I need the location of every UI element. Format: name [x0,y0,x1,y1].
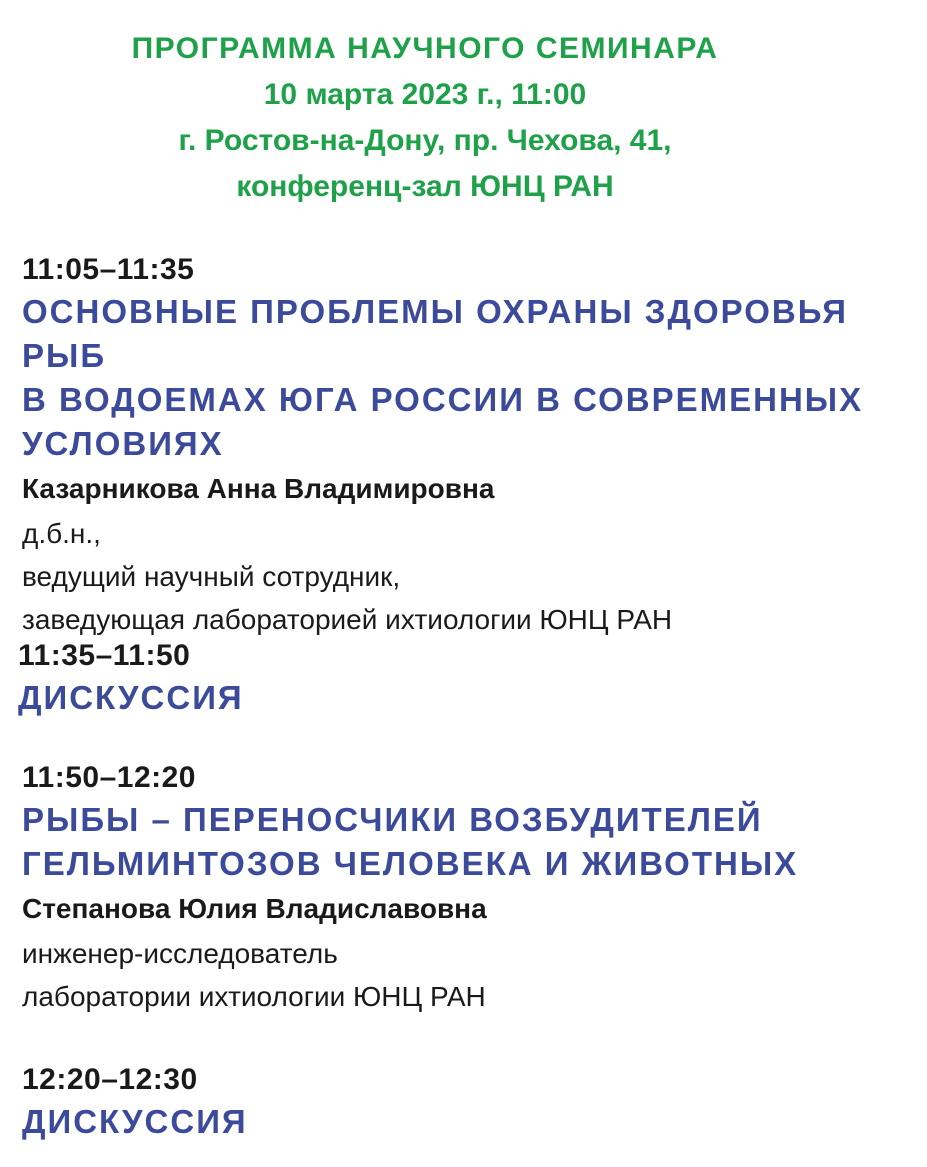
session-time: 11:35–11:50 [18,639,191,672]
seminar-header [0,26,850,210]
session-topic-line: ДИСКУССИЯ [22,1103,248,1140]
session-topic-line: ОСНОВНЫЕ ПРОБЛЕМЫ ОХРАНЫ ЗДОРОВЬЯ РЫБ [22,293,848,374]
session-topic-line: В ВОДОЕМАХ ЮГА РОССИИ В СОВРЕМЕННЫХ [22,381,864,418]
session-topic-line: УСЛОВИЯХ [22,425,224,462]
session-time: 11:50–12:20 [22,761,196,794]
speaker-name: Казарникова Анна Владимировна [22,473,495,504]
session-topic-line: ГЕЛЬМИНТОЗОВ ЧЕЛОВЕКА И ЖИВОТНЫХ [22,845,799,882]
speaker-info-line: заведующая лабораторией ихтиологии ЮНЦ РАН [22,604,673,635]
speaker-info-line: лаборатории ихтиологии ЮНЦ РАН [22,981,486,1012]
speaker-info-line: д.б.н., [22,518,101,549]
seminar-address: г. Ростов-на-Дону, пр. Чехова, 41, [178,124,672,157]
session-topic-line: ДИСКУССИЯ [18,679,244,716]
session-topic-line: РЫБЫ – ПЕРЕНОСЧИКИ ВОЗБУДИТЕЛЕЙ [22,801,763,838]
session-3 [22,758,917,1018]
session-1 [22,250,917,641]
seminar-date: 10 марта 2023 г., 11:00 [263,78,587,111]
speaker-info-line: ведущий научный сотрудник, [22,561,401,592]
speaker-name: Степанова Юлия Владиславовна [22,893,487,924]
speaker-info-line: инженер-исследователь [22,938,338,969]
session-2 [18,636,913,720]
session-4 [22,1060,917,1144]
seminar-title: ПРОГРАММА НАУЧНОГО СЕМИНАРА [131,32,719,65]
seminar-venue: конференц-зал ЮНЦ РАН [236,170,614,203]
session-time: 12:20–12:30 [22,1063,198,1096]
session-time: 11:05–11:35 [22,253,195,286]
